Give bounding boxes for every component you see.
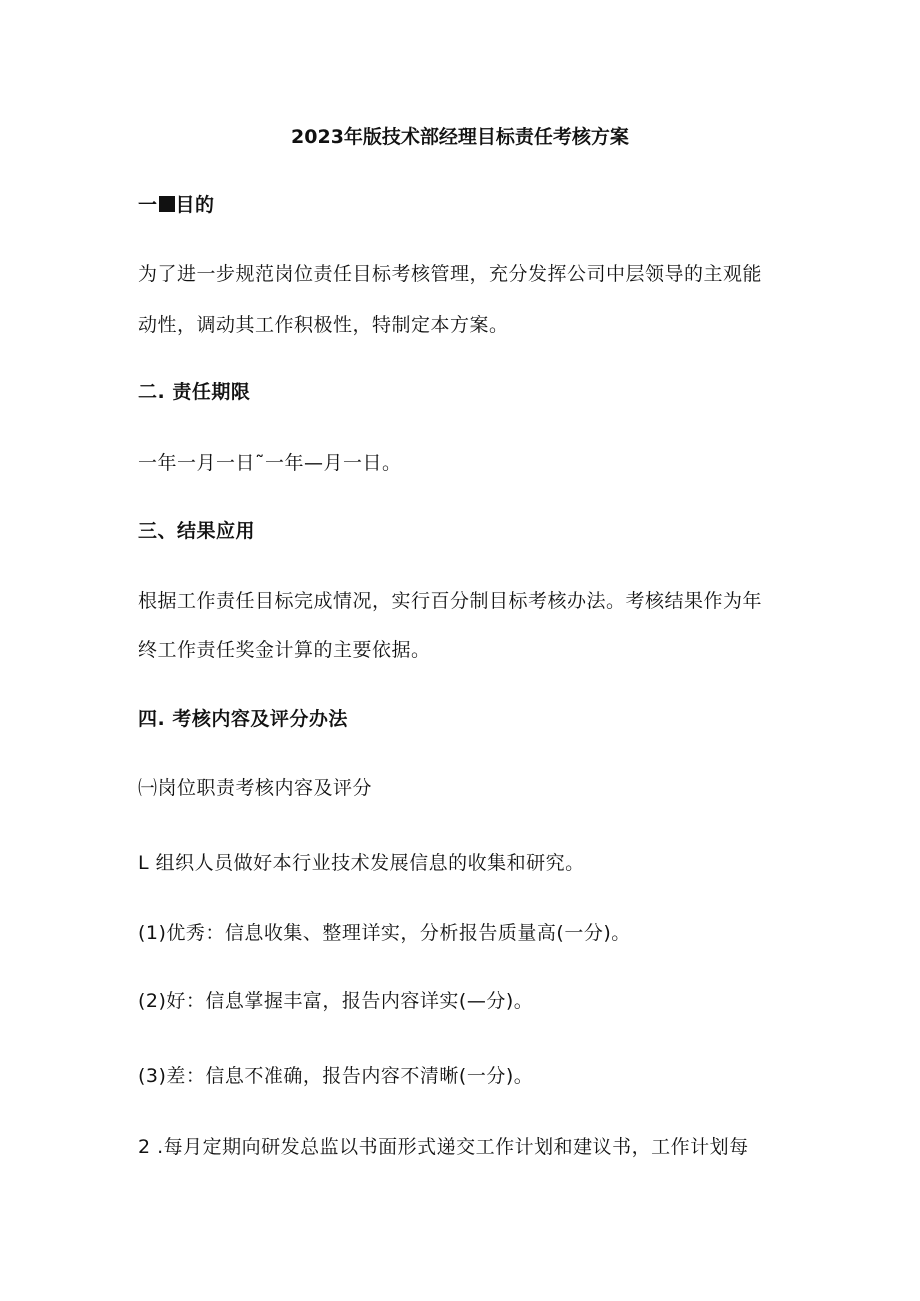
list-item-1-grade-excellent: (1)优秀：信息收集、整理详实，分析报告质量高(一分)。 [138, 922, 631, 944]
section-1-number: 一 [138, 194, 158, 216]
list-item-1-grade-poor: (3)差：信息不准确，报告内容不清晰(一分)。 [138, 1065, 534, 1087]
black-square-icon [159, 196, 175, 212]
section-1-paragraph-line-2: 动性，调动其工作积极性，特制定本方案。 [138, 314, 509, 336]
section-4-subheading: ㈠岗位职责考核内容及评分 [138, 777, 373, 799]
section-3-heading: 三、结果应用 [138, 520, 256, 542]
section-3-paragraph-line-2: 终工作责任奖金计算的主要依据。 [138, 639, 431, 661]
list-item-2: 2 .每月定期向研发总监以书面形式递交工作计划和建议书，工作计划每 [138, 1136, 749, 1158]
list-item-1: L 组织人员做好本行业技术发展信息的收集和研究。 [138, 852, 585, 874]
section-3-paragraph-line-1: 根据工作责任目标完成情况，实行百分制目标考核办法。考核结果作为年 [138, 590, 763, 612]
list-item-1-grade-good: (2)好：信息掌握丰富，报告内容详实(—分)。 [138, 990, 534, 1012]
section-1-heading [138, 193, 215, 217]
section-1-title: 目的 [175, 194, 215, 216]
section-2-paragraph: 一年一月一日˜一年—月一日。 [138, 452, 402, 474]
section-4-heading: 四. 考核内容及评分办法 [138, 708, 348, 730]
section-1-paragraph-line-1: 为了进一步规范岗位责任目标考核管理，充分发挥公司中层领导的主观能 [138, 263, 763, 285]
section-2-heading: 二. 责任期限 [138, 381, 251, 403]
document-title: 2023年版技术部经理目标责任考核方案 [291, 126, 629, 148]
